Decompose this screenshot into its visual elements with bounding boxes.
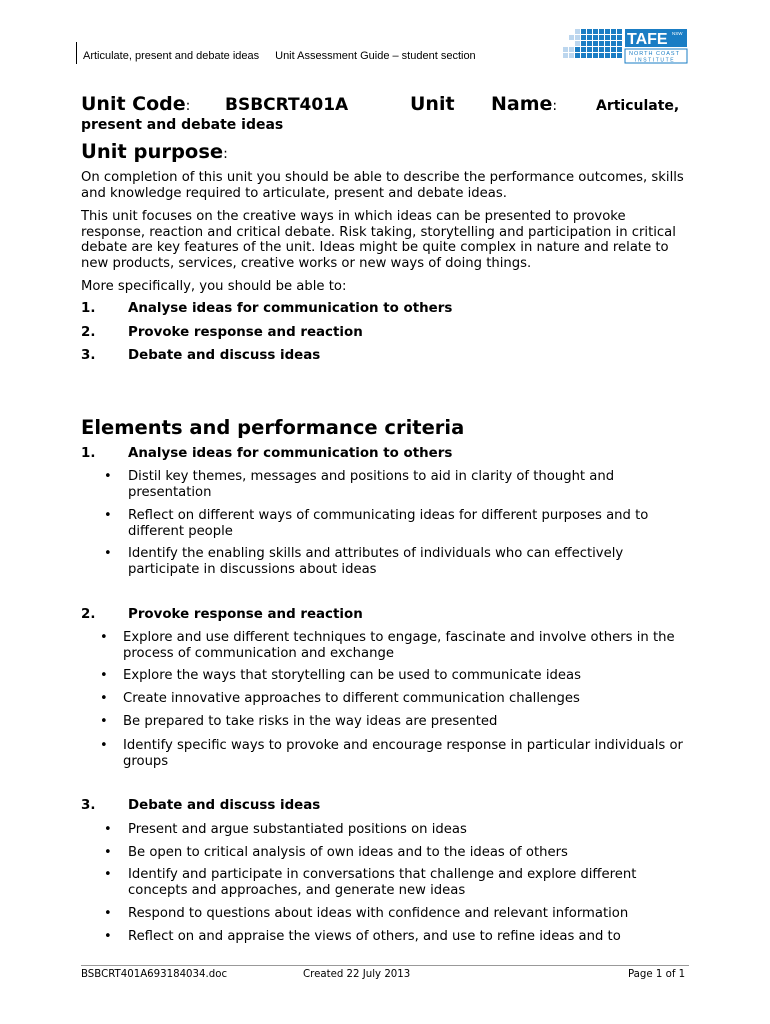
unit-name-colon: : <box>552 98 558 114</box>
section-2-bullet-5: Identify specific ways to provoke and encourage response in particular individuals or groups <box>123 738 683 769</box>
purpose-item-num-3: 3. <box>81 348 96 363</box>
header-doc-title: Articulate, present and debate ideas <box>83 50 260 62</box>
section-2-bullet-2: Explore the ways that storytelling can be used to communicate ideas <box>123 668 581 683</box>
unit-code-label: Unit Code <box>81 93 186 115</box>
section-1-num: 1. <box>81 446 96 461</box>
logo-subtitle-2: INSTITUTE <box>635 57 676 64</box>
section-3-bullet-4: Respond to questions about ideas with confidence and relevant information <box>128 906 629 921</box>
section-1-title: Analyse ideas for communication to others <box>128 446 453 461</box>
section-1-bullet-3: Identify the enabling skills and attributes of individuals who can effectively participate in discussions about ideas <box>128 546 624 577</box>
section-3-bullet-2: Be open to critical analysis of own ideas and to the ideas of others <box>128 845 568 860</box>
unit-name-value-b: present and debate ideas <box>81 117 284 133</box>
bullet-dot: • <box>104 929 112 944</box>
bullet-dot: • <box>104 845 112 860</box>
bullet-dot: • <box>100 668 108 683</box>
bullet-dot: • <box>104 822 112 837</box>
purpose-heading-colon: : <box>223 146 228 162</box>
purpose-heading-text: Unit purpose <box>81 140 224 163</box>
bullet-dot: • <box>104 469 112 484</box>
unit-code-value: BSBCRT401A <box>225 95 349 115</box>
logo-subtitle: NORTH COAST <box>629 51 680 57</box>
section-1-bullet-1: Distil key themes, messages and positions to aid in clarity of thought and presentation <box>128 469 615 500</box>
section-2-bullet-3: Create innovative approaches to different communication challenges <box>123 691 580 706</box>
unit-code-colon: : <box>185 98 191 114</box>
logo-wordmark: TAFE <box>627 31 668 48</box>
section-3-bullet-5: Reflect on and appraise the views of others, and use to refine ideas and to <box>128 929 621 944</box>
header-guide-title: Unit Assessment Guide – student section <box>275 50 476 62</box>
bullet-dot: • <box>104 906 112 921</box>
purpose-item-1: Analyse ideas for communication to others <box>128 301 453 316</box>
section-2-num: 2. <box>81 607 96 622</box>
section-2-title: Provoke response and reaction <box>128 607 363 622</box>
footer-rule <box>81 965 689 966</box>
bullet-dot: • <box>104 867 112 882</box>
purpose-item-num-1: 1. <box>81 301 96 316</box>
section-3-title: Debate and discuss ideas <box>128 798 321 813</box>
unit-name-label-2 <box>491 93 557 115</box>
bullet-dot: • <box>100 630 108 645</box>
section-3-num: 3. <box>81 798 96 813</box>
bullet-dot: • <box>100 691 108 706</box>
footer-filename: BSBCRT401A693184034.doc <box>81 969 228 980</box>
purpose-item-num-2: 2. <box>81 325 96 340</box>
section-1-bullet-2: Reflect on different ways of communicating ideas for different purposes and to different people <box>128 508 649 539</box>
bullet-dot: • <box>100 738 108 753</box>
bullet-dot: • <box>100 714 108 729</box>
unit-name-label-1: Unit <box>410 93 455 115</box>
bullet-dot: • <box>104 546 112 561</box>
footer-page-number: Page 1 of 1 <box>628 969 686 980</box>
purpose-para-2: This unit focuses on the creative ways in which ideas can be presented to provoke response, reaction and critical debate. Risk taking, storytelling and participation in critical debate are key features of the unit. Ideas might be quite complex in nature and relate to new products, services, creative works or new ways of doing things. <box>81 209 676 271</box>
logo-badge: NSW <box>672 31 683 36</box>
section-3-bullet-3: Identify and participate in conversations that challenge and explore different concepts and approaches, and generate new ideas <box>128 867 637 898</box>
purpose-item-3: Debate and discuss ideas <box>128 348 321 363</box>
running-header <box>83 50 476 62</box>
unit-name-label: Name <box>491 93 553 115</box>
tafe-logo <box>563 25 691 65</box>
unit-code-line <box>81 93 190 115</box>
footer-created: Created 22 July 2013 <box>303 969 411 980</box>
bullet-dot: • <box>104 508 112 523</box>
unit-name-value-a: Articulate, <box>596 98 680 114</box>
purpose-para-1: On completion of this unit you should be able to describe the performance outcomes, skills and knowledge required to articulate, present and debate ideas. <box>81 170 684 201</box>
purpose-para-3: More specifically, you should be able to: <box>81 279 347 294</box>
elements-heading: Elements and performance criteria <box>81 416 465 439</box>
section-2-bullet-1: Explore and use different techniques to engage, fascinate and involve others in the process of communication and exchange <box>123 630 675 661</box>
purpose-heading <box>81 140 228 163</box>
purpose-item-2: Provoke response and reaction <box>128 325 363 340</box>
section-2-bullet-4: Be prepared to take risks in the way ideas are presented <box>123 714 498 729</box>
section-3-bullet-1: Present and argue substantiated positions on ideas <box>128 822 467 837</box>
